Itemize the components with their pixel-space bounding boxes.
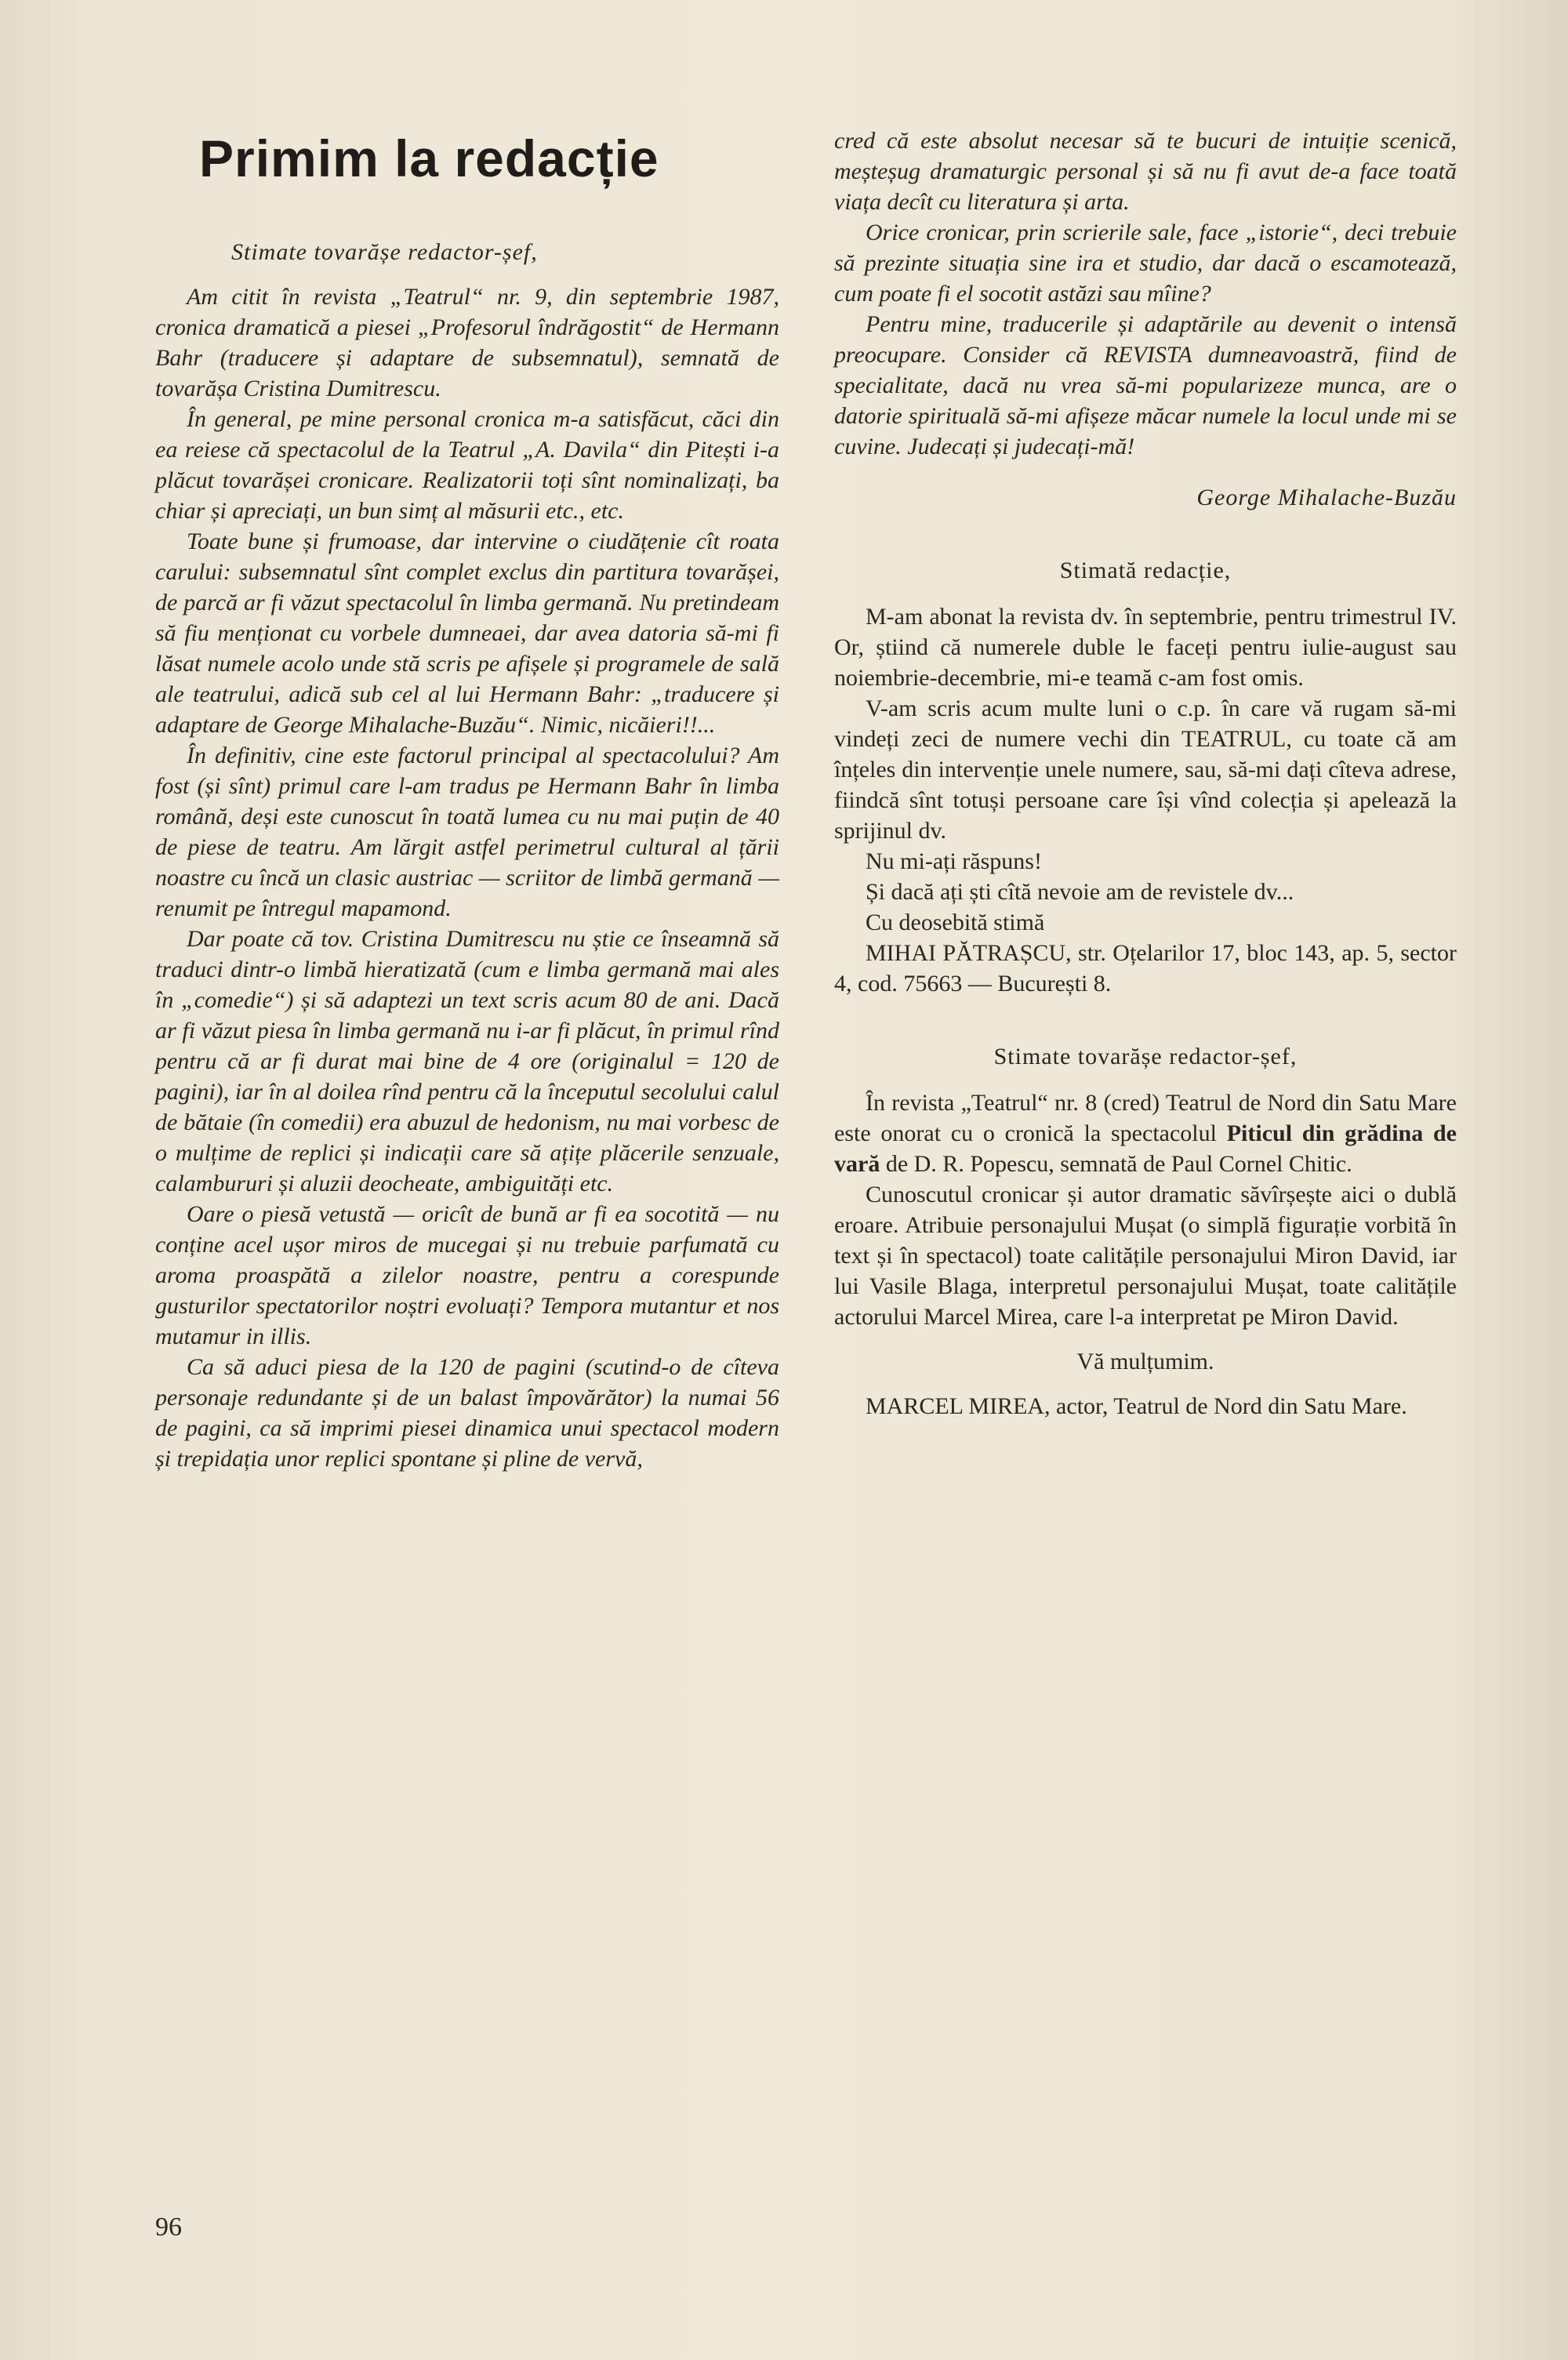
letter1-continuation (834, 125, 1457, 513)
letter1-paragraph: cred că este absolut necesar să te bucuri de intuiție scenică, meșteșug dramaturgic personal și să nu fi avut de-a face toată viața decît cu literatura și arta. (834, 128, 1457, 215)
left-column (155, 125, 779, 1474)
letter3-thanks: Vă mulțumim. (1076, 1349, 1214, 1374)
letter2-salutation: Stimată redacție, (1059, 557, 1232, 583)
letter2-paragraph: M-am abonat la revista dv. în septembrie, pentru trimestrul IV. Or, știind că numerele duble le faceți pentru iulie-august sau noiembrie-decembrie, mi-e teamă c-am fost omis. (834, 604, 1457, 691)
play-title: Piticul din grădina de vară (834, 1120, 1457, 1177)
letter1-paragraph: Toate bune și frumoase, dar intervine o ciudățenie cît roata carului: subsemnatul sînt complet exclus din partitura tovarășei, de parcă ar fi văzut spectacolul în limba germană. Nu pretindeam să fiu menționat cu vorbele dumneaei, dar avea datoria să-mi fi lăsat numele acolo unde stă scris pe afișele și programele de sală ale teatrului, adică sub cel al lui Hermann Bahr: „traducere și adaptare de George Mihalache-Buzău“. Nimic, nicăieri!!... (155, 528, 779, 738)
letter1-paragraph: Ca să aduci piesa de la 120 de pagini (scutind-o de cîteva personaje redundante și de un balast împovărător) la numai 56 de pagini, ca să imprimi piesei dinamica unui spectacol modern și trepidația unor replici spontane și pline de vervă, (155, 1354, 779, 1472)
letter3-paragraph: Cunoscutul cronicar și autor dramatic săvîrșește aici o dublă eroare. Atribuie personajului Mușat (o simplă figurație vorbită în text și în spectacol) toate calitățile personajului Miron David, iar lui Vasile Blaga, interpretul personajului Mușat, toate calitățile actorului Marcel Mirea, care l-a interpretat pe Miron David. (834, 1182, 1457, 1330)
letter1-paragraph: În general, pe mine personal cronica m-a satisfăcut, căci din ea reiese că spectacolul de la Teatrul „A. Davila“ din Pitești i-a plăcut tovarășei cronicare. Realizatorii toți sînt nominalizați, ba chiar și apreciați, un bun simț al măsurii etc., etc. (155, 406, 779, 524)
letter3-signature: MARCEL MIREA, actor, Teatrul de Nord din Satu Mare. (866, 1393, 1407, 1419)
letter2-paragraph: V-am scris acum multe luni o c.p. în care vă rugam să-mi vindeți zeci de numere vechi din TEATRUL, cu toate că am înțeles din intervenție unele numere, sau, să-mi dați cîteva adrese, fiindcă sînt totuși persoane care își vînd colecția și apelează la sprijinul dv. (834, 695, 1457, 844)
page-number: 96 (155, 2213, 182, 2242)
letter2-paragraph: Și dacă ați ști cîtă nevoie am de revistele dv... (866, 879, 1294, 905)
right-column (834, 125, 1457, 1421)
letter3-text: În revista „Teatrul“ nr. 8 (cred) Teatrul de Nord din Satu Mare este onorat cu o cronică la spectacolul (834, 1090, 1457, 1146)
letter2-paragraph: Nu mi-ați răspuns! (866, 848, 1042, 874)
letter1-signature: George Mihalache-Buzău (1196, 485, 1457, 510)
page-title: Primim la redacție (199, 129, 659, 187)
letter1-paragraph: În definitiv, cine este factorul principal al spectacolului? Am fost (și sînt) primul care l-am tradus pe Hermann Bahr în limba română, deși este cunoscut în toată lumea cu nu mai puțin de 40 de piese de teatru. Am lărgit astfel perimetrul cultural al țării noastre cu încă un clasic austriac — scriitor de limbă germană — renumit pe întregul mapamond. (155, 742, 779, 921)
letter3-salutation: Stimate tovarășe redactor-șef, (993, 1044, 1298, 1069)
letter1-paragraph: Am citit în revista „Teatrul“ nr. 9, din septembrie 1987, cronica dramatică a piesei „Profesorul îndrăgostit“ de Hermann Bahr (traducere și adaptare de subsemnatul), semnată de tovarășa Cristina Dumitrescu. (155, 284, 779, 401)
letter3-paragraph (834, 1087, 1457, 1179)
letter1-paragraph: Dar poate că tov. Cristina Dumitrescu nu știe ce înseamnă să traduci dintr-o limbă hieratizată (cum e limba germană mai ales în „comedie“) și să adaptezi un text scris acum 80 de ani. Dacă ar fi văzut piesa în limba germană nu i-ar fi plăcut, în primul rînd pentru că ar fi durat mai bine de 4 ore (originalul = 120 de pagini), iar în al doilea rînd pentru că la începutul secolului calul de bătaie (în comedii) era abuzul de hedonism, nu mai vorbesc de o mulțime de replici și indicații care să ațițe plăcerile senzuale, calambururi și aluzii deocheate, ambiguități etc. (155, 926, 779, 1196)
letter3-text: de D. R. Popescu, semnată de Paul Cornel Chitic. (880, 1151, 1352, 1177)
letter1-paragraph: Pentru mine, traducerile și adaptările au devenit o intensă preocupare. Consider că REVISTA dumneavoastră, fiind de specialitate, dacă nu vrea să-mi popularizeze munca, are o datorie spirituală să-mi afișeze măcar numele la locul unde mi se cuvine. Judecați și judecați-mă! (834, 311, 1457, 459)
letter3 (834, 1041, 1457, 1421)
letter1-paragraph: Orice cronicar, prin scrierile sale, face „istorie“, deci trebuie să prezinte situația sine ira et studio, dar dacă o escamotează, cum poate fi el socotit astăzi sau mîine? (834, 220, 1457, 307)
letter1-salutation: Stimate tovarășe redactor-șef, (231, 239, 538, 265)
letter2-closing: Cu deosebită stimă (866, 910, 1045, 935)
letter2-signature: MIHAI PĂTRAȘCU, str. Oțelarilor 17, bloc 143, ap. 5, sector 4, cod. 75663 — București 8. (834, 940, 1457, 997)
letter1-paragraph: Oare o piesă vetustă — oricît de bună ar fi ea socotită — nu conține acel ușor miros de mucegai și nu trebuie parfumată cu aroma proaspătă a zilelor noastre, pentru a corespunde gusturilor spectatorilor noștri evoluați? Tempora mutantur et nos mutamur in illis. (155, 1201, 779, 1349)
letter2 (834, 555, 1457, 999)
